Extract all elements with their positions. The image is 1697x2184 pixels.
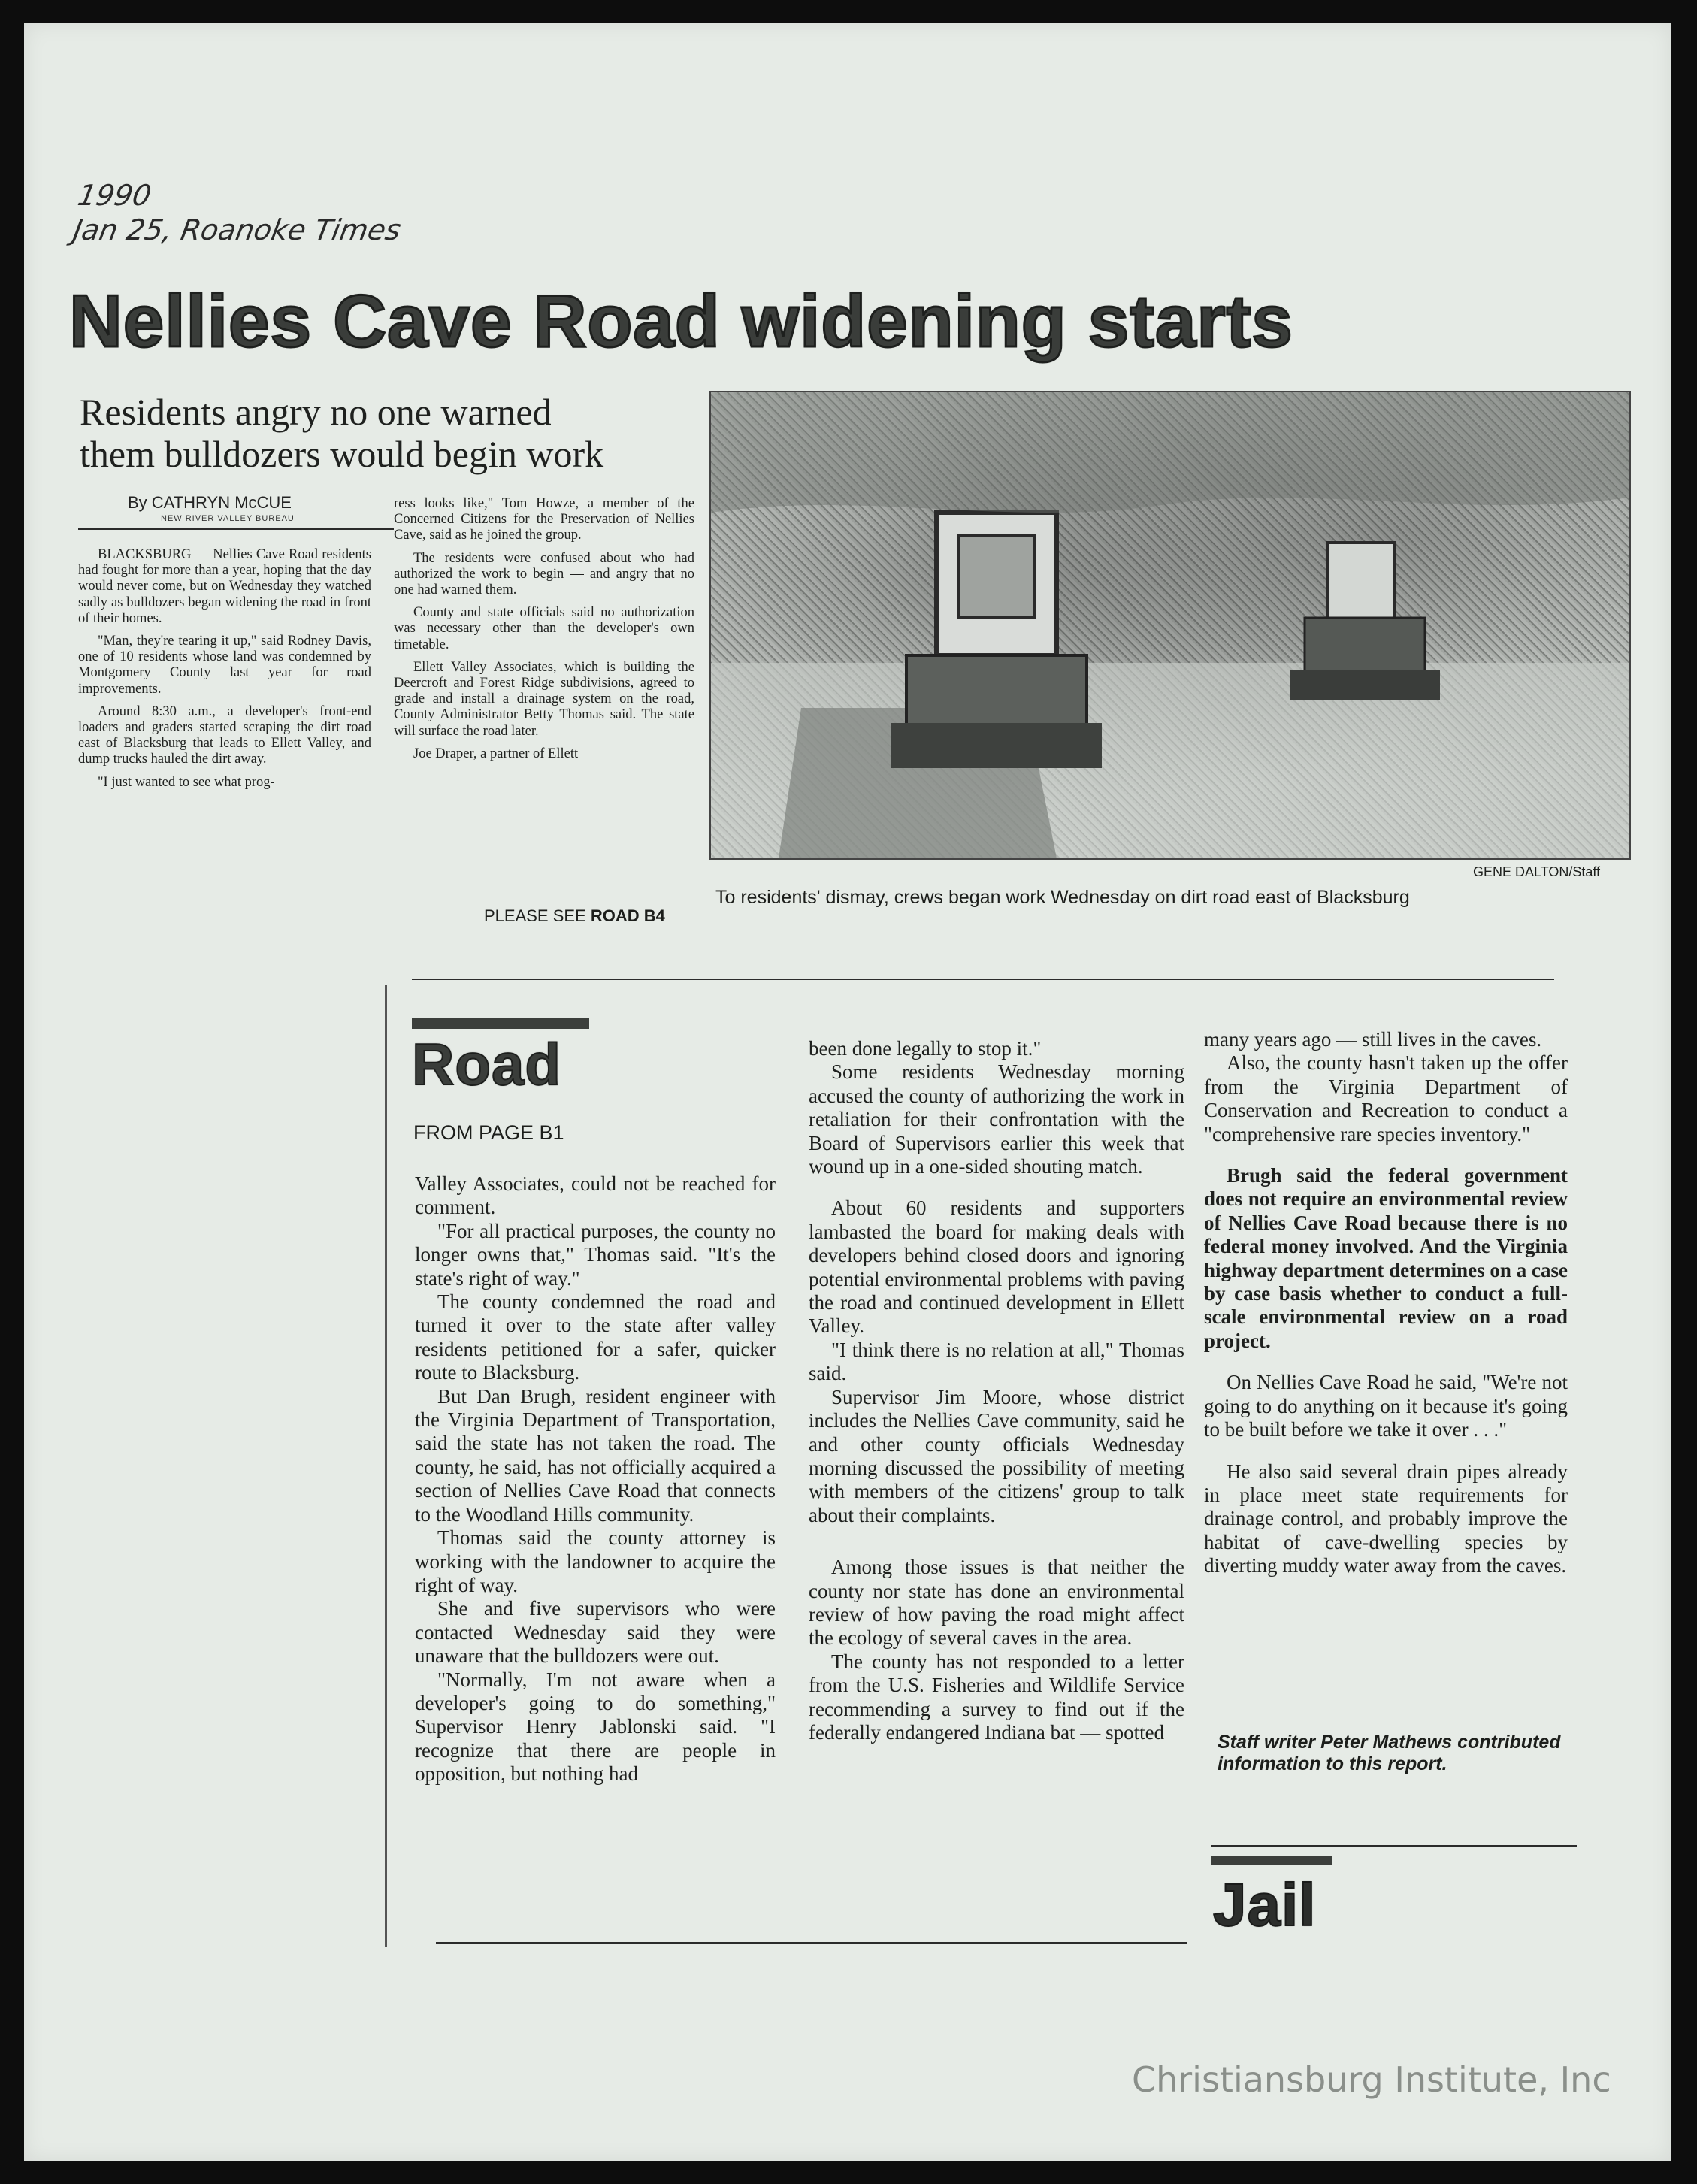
deck-line-2: them bulldozers would begin work — [80, 433, 604, 475]
continuation-paragraph: "I think there is no relation at all," Thomas said. — [809, 1338, 1184, 1385]
story-paragraph: Joe Draper, a partner of Ellett — [413, 746, 579, 761]
continuation-column-1 — [415, 1172, 776, 1786]
continuation-paragraph: Among those issues is that neither the county nor state has done an environmental review of how paving the road might affect the ecology of several caves in the area. — [809, 1556, 1184, 1650]
continuation-title: Road — [412, 1031, 561, 1097]
continuation-paragraph: On Nellies Cave Road he said, "We're not going to do anything on it because it's going to be built before we take it over . . ." — [1204, 1371, 1568, 1441]
byline: By CATHRYN McCUE — [128, 493, 292, 512]
bottom-rule — [436, 1942, 1187, 1944]
watermark: Christiansburg Institute, Inc — [1132, 2059, 1611, 2100]
continuation-paragraph: She and five supervisors who were contacted Wednesday said they were unaware that the bulldozers were out. — [415, 1597, 776, 1668]
handwritten-year: 1990 — [75, 179, 154, 212]
continuation-paragraph: many years ago — still lives in the caves. — [1204, 1028, 1542, 1051]
continuation-paragraph: The county has not responded to a letter from the U.S. Fisheries and Wildlife Service recommending a survey to find out if the federally endangered Indiana bat — spotted — [809, 1650, 1184, 1744]
story-paragraph: The residents were confused about who had authorized the work to begin — and angry that no one had warned them. — [394, 550, 694, 598]
story-paragraph: County and state officials said no authorization was necessary other than the developer's own timetable. — [394, 605, 694, 652]
story-column-1 — [78, 547, 371, 797]
headline: Nellies Cave Road widening starts — [69, 280, 1293, 362]
continuation-paragraph: been done legally to stop it." — [809, 1037, 1042, 1060]
continuation-bar — [412, 1018, 589, 1029]
story-paragraph: "I just wanted to see what prog- — [98, 774, 275, 790]
continuation-from: FROM PAGE B1 — [413, 1121, 564, 1144]
story-paragraph: Around 8:30 a.m., a developer's front-end loaders and graders started scraping the dirt road east of Blacksburg that leads to Ellett Valley, and dump trucks hauled the dirt away. — [78, 703, 371, 767]
continuation-paragraph: He also said several drain pipes already in place meet state requirements for drainage control, and probably improve the habitat of cave-dwelling species by diverting muddy water away from the caves. — [1204, 1460, 1568, 1578]
continuation-paragraph: Supervisor Jim Moore, whose district includes the Nellies Cave community, said he and other county officials Wednesday morning discussed the possibility of meeting with members of the citizens' group to talk about their complaints. — [809, 1385, 1184, 1526]
photo-scene-icon — [711, 392, 1629, 858]
story-paragraph: ress looks like," Tom Howze, a member of the Concerned Citizens for the Preservation of Nellies Cave, said as he joined the group. — [394, 496, 694, 543]
story-column-2 — [394, 496, 694, 769]
byline-bureau: NEW RIVER VALLEY BUREAU — [161, 514, 295, 523]
continuation-paragraph: But Dan Brugh, resident engineer with the Virginia Department of Transportation, said the state has not taken the road. The county, he said, has not officially acquired a section of Nellies Cave Road that connects to the Woodland Hills community. — [415, 1384, 776, 1526]
story-paragraph: Ellett Valley Associates, which is building the Deercroft and Forest Ridge subdivisions, agreed to grade and install a drainage system on the road, County Administrator Betty Thomas said. The state will surface the road later. — [394, 659, 694, 739]
continuation-paragraph: Thomas said the county attorney is working with the landowner to acquire the right of way. — [415, 1526, 776, 1596]
continuation-paragraph: About 60 residents and supporters lambasted the board for making deals with developers behind closed doors and ignoring potential environmental problems with paving the road and continued development in Ellett Valley. — [809, 1196, 1184, 1338]
left-edge-rule — [385, 985, 387, 1947]
next-story-rule — [1211, 1845, 1577, 1847]
continuation-paragraph: Also, the county hasn't taken up the offer from the Virginia Department of Conservation and Recreation to conduct a "comprehensive rare species inventory." — [1204, 1051, 1568, 1145]
handwritten-source: Jan 25, Roanoke Times — [71, 213, 404, 247]
jump-line — [484, 906, 665, 926]
next-story-title: Jail — [1213, 1871, 1317, 1938]
section-divider — [412, 979, 1554, 980]
photo-credit: GENE DALTON/Staff — [1473, 864, 1601, 879]
story-paragraph: "Man, they're tearing it up," said Rodney Davis, one of 10 residents whose land was condemned by Montgomery County last year for road improvements. — [78, 634, 371, 697]
bulldozer-photo — [709, 391, 1631, 860]
continuation-column-2 — [809, 1037, 1184, 1744]
continuation-paragraph: "For all practical purposes, the county no longer owns that," Thomas said. "It's the state's right of way." — [415, 1219, 776, 1290]
continuation-paragraph: The county condemned the road and turned it over to the state after valley residents petitioned for a safer, quicker route to Blacksburg. — [415, 1290, 776, 1384]
jump-line-text: PLEASE SEE — [484, 906, 591, 925]
continuation-paragraph: Some residents Wednesday morning accused the county of authorizing the work in retaliation for their confrontation with the Board of Supervisors earlier this week that wound up in a one-sided shouting match. — [809, 1060, 1184, 1178]
byline-rule — [78, 528, 394, 530]
continuation-paragraph: Brugh said the federal government does not require an environmental review of Nellies Cave Road because there is no federal money involved. And the Virginia highway department determines on a case by case basis whether to conduct a full-scale environmental review on a road project. — [1204, 1164, 1568, 1352]
contributor-note: Staff writer Peter Mathews contributed information to this report. — [1218, 1732, 1561, 1774]
story-paragraph: BLACKSBURG — Nellies Cave Road residents had fought for more than a year, hoping that the day would never come, but on Wednesday they watched sadly as bulldozers began widening the road in front of their homes. — [78, 547, 371, 626]
continuation-paragraph: Valley Associates, could not be reached for comment. — [415, 1172, 776, 1219]
photo-caption: To residents' dismay, crews began work Wednesday on dirt road east of Blacksburg — [715, 887, 1410, 908]
jump-line-target: ROAD B4 — [590, 906, 665, 925]
continuation-column-3 — [1204, 1028, 1568, 1578]
continuation-paragraph: "Normally, I'm not aware when a developer's going to do something," Supervisor Henry Jablonski said. "I recognize that there are people in opposition, but nothing had — [415, 1668, 776, 1786]
next-story-bar — [1211, 1856, 1332, 1865]
deck-line-1: Residents angry no one warned — [80, 391, 552, 433]
